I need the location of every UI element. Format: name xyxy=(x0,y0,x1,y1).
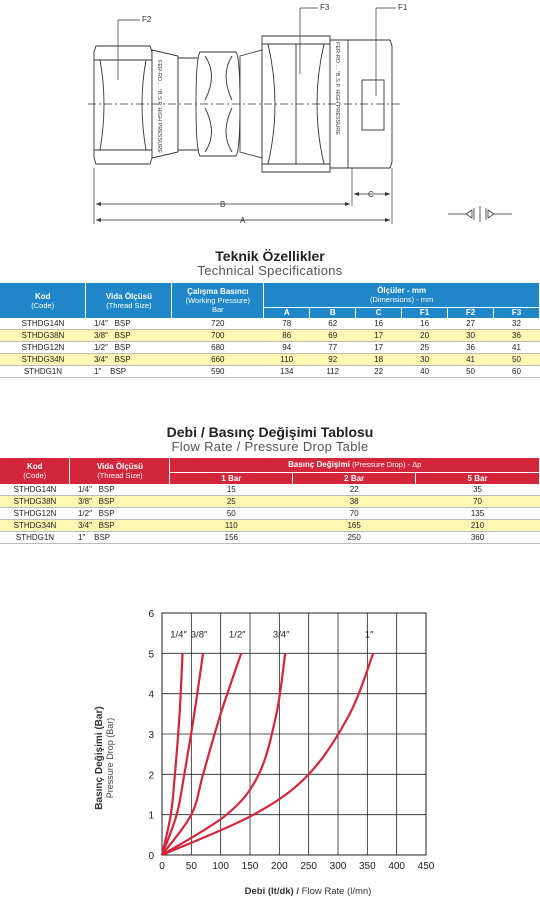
x-axis-label: Debi (lt/dk) / Flow Rate (l/mn) xyxy=(244,886,372,897)
table-row xyxy=(0,484,540,496)
table-row xyxy=(0,342,540,354)
cell-flow: 50 xyxy=(170,508,293,520)
cell-dim: 112 xyxy=(310,366,356,378)
label-f3: F3 xyxy=(320,3,330,12)
cell-code: STHDG12N xyxy=(0,342,86,354)
table-row xyxy=(0,318,540,330)
table-row xyxy=(0,366,540,378)
flow-title xyxy=(0,425,540,454)
cell-flow: 15 xyxy=(170,484,293,496)
cell-code: STHDG1N xyxy=(0,366,86,378)
cell-code: STHDG14N xyxy=(0,318,86,330)
col-dim-f1: F1 xyxy=(402,307,448,318)
label-b: B xyxy=(220,200,226,209)
cell-thread: 1″ BSP xyxy=(70,532,170,544)
flow-table xyxy=(0,458,540,544)
col-basinc: Basınç Değişimi (Pressure Drop) - Δp xyxy=(170,458,540,472)
y-axis-label-tr: Basınç Değişimi (Bar) xyxy=(94,706,105,810)
series-label: 3/4″ xyxy=(272,629,290,641)
cell-dim: 134 xyxy=(264,366,310,378)
cell-flow: 35 xyxy=(416,484,540,496)
cell-dim: 30 xyxy=(448,330,494,342)
cell-flow: 360 xyxy=(416,532,540,544)
cell-dim: 30 xyxy=(402,354,448,366)
table-row xyxy=(0,496,540,508)
cell-flow: 135 xyxy=(416,508,540,520)
table-row xyxy=(0,508,540,520)
cell-thread: 3/8″ BSP xyxy=(70,496,170,508)
engrave-right: FER-RO ... °B.S.P. HIGH PRESSURE xyxy=(334,42,340,135)
col-dim-b: B xyxy=(310,307,356,318)
cell-thread: 1/2″ BSP xyxy=(86,342,172,354)
cell-pressure: 700 xyxy=(172,330,264,342)
cell-thread: 1″ BSP xyxy=(86,366,172,378)
series-label: 1/2″ xyxy=(228,629,246,641)
y-tick-label: 1 xyxy=(148,810,154,822)
flow-title-tr: Debi / Basınç Değişimi Tablosu xyxy=(166,424,374,440)
technical-drawing xyxy=(0,0,540,232)
cell-code: STHDG38N xyxy=(0,496,70,508)
x-tick-label: 150 xyxy=(241,861,259,872)
cell-thread: 3/4″ BSP xyxy=(86,354,172,366)
cell-thread: 1/4″ BSP xyxy=(70,484,170,496)
series-label: 1″ xyxy=(364,629,374,641)
chart-svg xyxy=(60,600,460,900)
x-tick-label: 300 xyxy=(329,861,347,872)
cell-flow: 22 xyxy=(293,484,416,496)
x-tick-label: 200 xyxy=(270,861,288,872)
col-2bar: 2 Bar xyxy=(293,472,416,484)
y-tick-label: 4 xyxy=(148,689,154,701)
cell-dim: 69 xyxy=(310,330,356,342)
cell-flow: 210 xyxy=(416,520,540,532)
x-tick-label: 100 xyxy=(212,861,230,872)
label-a: A xyxy=(240,216,246,225)
y-tick-label: 3 xyxy=(148,730,154,741)
cell-dim: 41 xyxy=(493,342,539,354)
cell-dim: 16 xyxy=(402,318,448,330)
spec-table xyxy=(0,283,540,378)
col-dim-f2: F2 xyxy=(448,307,494,318)
cell-dim: 92 xyxy=(310,354,356,366)
col-vida: Vida Ölçüsü (Thread Size) xyxy=(70,458,170,484)
cell-dim: 17 xyxy=(356,330,402,342)
coupling-symbol-icon xyxy=(448,206,512,222)
y-tick-label: 2 xyxy=(148,770,154,782)
x-tick-label: 350 xyxy=(358,861,376,872)
cell-flow: 165 xyxy=(293,520,416,532)
label-c: C xyxy=(368,190,374,199)
cell-thread: 3/4″ BSP xyxy=(70,520,170,532)
col-vida: Vida Ölçüsü (Thread Size) xyxy=(86,283,172,318)
cell-thread: 3/8″ BSP xyxy=(86,330,172,342)
x-tick-label: 250 xyxy=(300,861,318,872)
cell-dim: 50 xyxy=(493,354,539,366)
cell-flow: 70 xyxy=(416,496,540,508)
cell-code: STHDG34N xyxy=(0,520,70,532)
label-f2: F2 xyxy=(142,15,152,24)
cell-pressure: 660 xyxy=(172,354,264,366)
col-1bar: 1 Bar xyxy=(170,472,293,484)
y-tick-label: 6 xyxy=(148,609,154,620)
series-label: 3/8″ xyxy=(190,629,208,641)
cell-dim: 94 xyxy=(264,342,310,354)
cell-flow: 250 xyxy=(293,532,416,544)
x-tick-label: 50 xyxy=(185,861,197,872)
cell-dim: 36 xyxy=(493,330,539,342)
spec-title-tr: Teknik Özellikler xyxy=(215,248,325,264)
engrave-left: FER-RO ... °B.S.P. HIGH PRESSURE xyxy=(156,60,162,153)
cell-dim: 77 xyxy=(310,342,356,354)
table-row xyxy=(0,330,540,342)
cell-flow: 156 xyxy=(170,532,293,544)
table-row xyxy=(0,354,540,366)
cell-pressure: 680 xyxy=(172,342,264,354)
cell-pressure: 720 xyxy=(172,318,264,330)
cell-pressure: 590 xyxy=(172,366,264,378)
cell-code: STHDG14N xyxy=(0,484,70,496)
cell-flow: 38 xyxy=(293,496,416,508)
cell-dim: 22 xyxy=(356,366,402,378)
y-tick-label: 5 xyxy=(148,649,154,661)
cell-dim: 62 xyxy=(310,318,356,330)
col-calisma: Çalışma Basıncı (Working Pressure) Bar xyxy=(172,283,264,318)
table-row xyxy=(0,532,540,544)
x-tick-label: 400 xyxy=(388,861,406,872)
cell-code: STHDG34N xyxy=(0,354,86,366)
col-kod: Kod (Code) xyxy=(0,458,70,484)
col-olculer: Ölçüler - mm (Dimensions) - mm xyxy=(264,283,540,307)
col-dim-f3: F3 xyxy=(493,307,539,318)
col-dim-c: C xyxy=(356,307,402,318)
cell-thread: 1/2″ BSP xyxy=(70,508,170,520)
y-tick-label: 0 xyxy=(148,851,154,862)
cell-code: STHDG1N xyxy=(0,532,70,544)
flow-title-en: Flow Rate / Pressure Drop Table xyxy=(171,439,369,454)
cell-code: STHDG12N xyxy=(0,508,70,520)
cell-dim: 17 xyxy=(356,342,402,354)
cell-flow: 70 xyxy=(293,508,416,520)
col-kod: Kod (Code) xyxy=(0,283,86,318)
cell-thread: 1/4″ BSP xyxy=(86,318,172,330)
cell-dim: 36 xyxy=(448,342,494,354)
spec-title xyxy=(0,249,540,278)
cell-dim: 60 xyxy=(493,366,539,378)
cell-dim: 16 xyxy=(356,318,402,330)
x-tick-label: 0 xyxy=(159,861,165,872)
cell-dim: 50 xyxy=(448,366,494,378)
spec-title-en: Technical Specifications xyxy=(197,263,343,278)
label-f1: F1 xyxy=(398,3,408,12)
cell-flow: 110 xyxy=(170,520,293,532)
cell-flow: 25 xyxy=(170,496,293,508)
cell-dim: 18 xyxy=(356,354,402,366)
cell-dim: 86 xyxy=(264,330,310,342)
cell-dim: 32 xyxy=(493,318,539,330)
col-5bar: 5 Bar xyxy=(416,472,540,484)
series-label: 1/4″ xyxy=(170,629,187,641)
col-dim-a: A xyxy=(264,307,310,318)
pressure-drop-chart xyxy=(60,600,460,900)
cell-dim: 40 xyxy=(402,366,448,378)
cell-dim: 110 xyxy=(264,354,310,366)
cell-code: STHDG38N xyxy=(0,330,86,342)
cell-dim: 20 xyxy=(402,330,448,342)
cell-dim: 27 xyxy=(448,318,494,330)
cell-dim: 78 xyxy=(264,318,310,330)
cell-dim: 25 xyxy=(402,342,448,354)
cell-dim: 41 xyxy=(448,354,494,366)
x-tick-label: 450 xyxy=(417,861,435,872)
table-row xyxy=(0,520,540,532)
y-axis-label-en: Pressure Drop (Bar) xyxy=(105,717,115,799)
